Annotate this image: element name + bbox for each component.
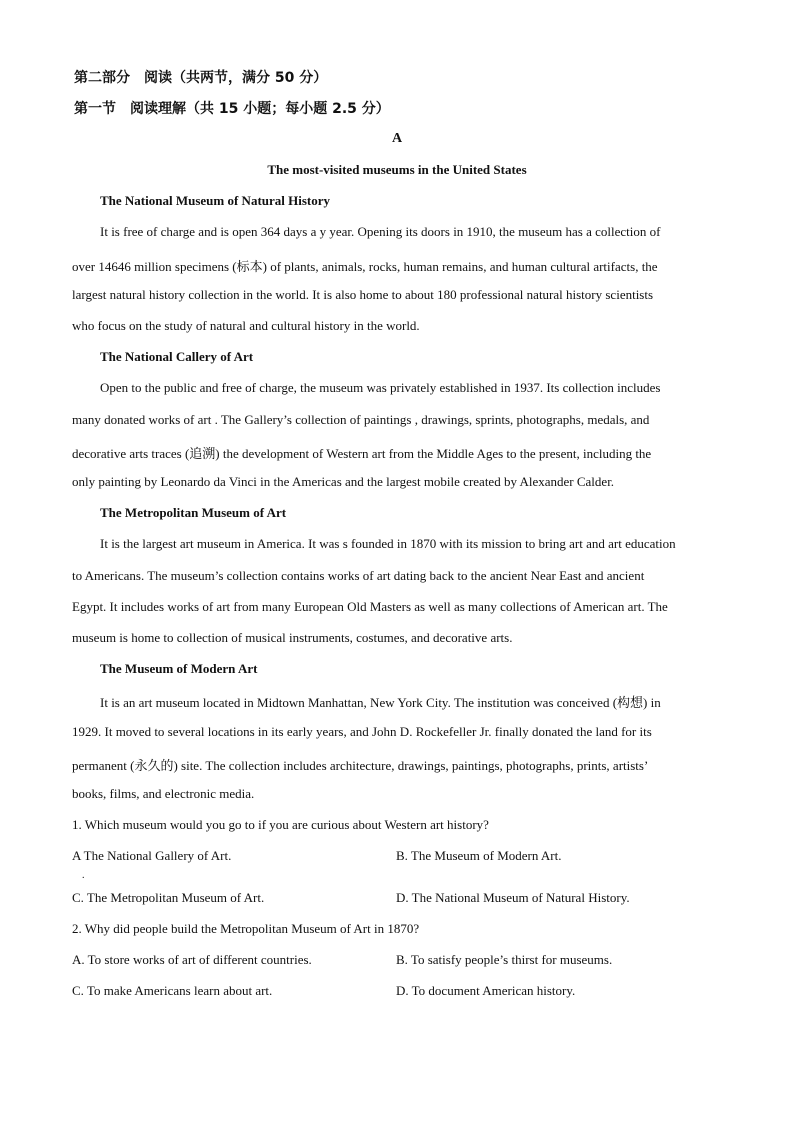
paragraph-line: museum is home to collection of musical instruments, costumes, and decorative arts.	[72, 630, 513, 645]
museum-heading: The National Callery of Art	[100, 349, 254, 364]
paragraph-line: to Americans. The museum’s collection contains works of art dating back to the ancient Near East and ancient	[72, 568, 645, 583]
option-c[interactable]: C. The Metropolitan Museum of Art.	[72, 890, 265, 905]
museum-heading: The National Museum of Natural History	[100, 193, 331, 208]
paragraph-line: decorative arts traces (追溯) the development of Western art from the Middle Ages to the present, including the	[72, 446, 652, 461]
question-stem: 1. Which museum would you go to if you are curious about Western art history?	[72, 817, 489, 832]
paragraph-line: books, films, and electronic media.	[72, 786, 255, 801]
question-stem: 2. Why did people build the Metropolitan Museum of Art in 1870?	[72, 921, 420, 936]
stray-dot: .	[82, 870, 85, 881]
paragraph-line: over 14646 million specimens (标本) of plants, animals, rocks, human remains, and human cultural artifacts, the	[72, 259, 658, 274]
part-heading: 第二部分 阅读（共两节，满分 50 分）	[74, 70, 328, 86]
paragraph-line: It is the largest art museum in America. It was s founded in 1870 with its mission to bring art and art education	[100, 536, 676, 551]
passage-title: The most-visited museums in the United States	[267, 162, 527, 177]
museum-heading: The Museum of Modern Art	[100, 661, 258, 676]
paragraph-line: who focus on the study of natural and cultural history in the world.	[72, 318, 420, 333]
option-d[interactable]: D. The National Museum of Natural History.	[396, 890, 630, 905]
option-b[interactable]: B. To satisfy people’s thirst for museums.	[396, 952, 613, 967]
option-d[interactable]: D. To document American history.	[396, 983, 576, 998]
section-heading: 第一节 阅读理解（共 15 小题；每小题 2.5 分）	[74, 101, 390, 117]
option-b[interactable]: B. The Museum of Modern Art.	[396, 848, 562, 863]
paragraph-line: many donated works of art . The Gallery’s collection of paintings , drawings, sprints, photographs, medals, and	[72, 412, 650, 427]
paragraph-line: It is an art museum located in Midtown Manhattan, New York City. The institution was conceived (构想) in	[100, 695, 661, 710]
option-a[interactable]: A. To store works of art of different countries.	[72, 952, 312, 967]
paragraph-line: Open to the public and free of charge, the museum was privately established in 1937. Its collection includes	[100, 380, 661, 395]
paragraph-line: It is free of charge and is open 364 days a y year. Opening its doors in 1910, the museum has a collection of	[100, 224, 661, 239]
paragraph-line: only painting by Leonardo da Vinci in the Americas and the largest mobile created by Alexander Calder.	[72, 474, 615, 489]
paragraph-line: largest natural history collection in the world. It is also home to about 180 professional natural history scientists	[72, 287, 654, 302]
paragraph-line: 1929. It moved to several locations in its early years, and John D. Rockefeller Jr. finally donated the land for its	[72, 724, 652, 739]
paragraph-line: Egypt. It includes works of art from many European Old Masters as well as many collections of American art. The	[72, 599, 668, 614]
option-a[interactable]: A The National Gallery of Art.	[72, 848, 232, 863]
museum-heading: The Metropolitan Museum of Art	[100, 505, 287, 520]
option-c[interactable]: C. To make Americans learn about art.	[72, 983, 273, 998]
passage-letter: A	[391, 131, 403, 146]
paragraph-line: permanent (永久的) site. The collection includes architecture, drawings, paintings, photographs, prints, artists’	[72, 758, 649, 773]
